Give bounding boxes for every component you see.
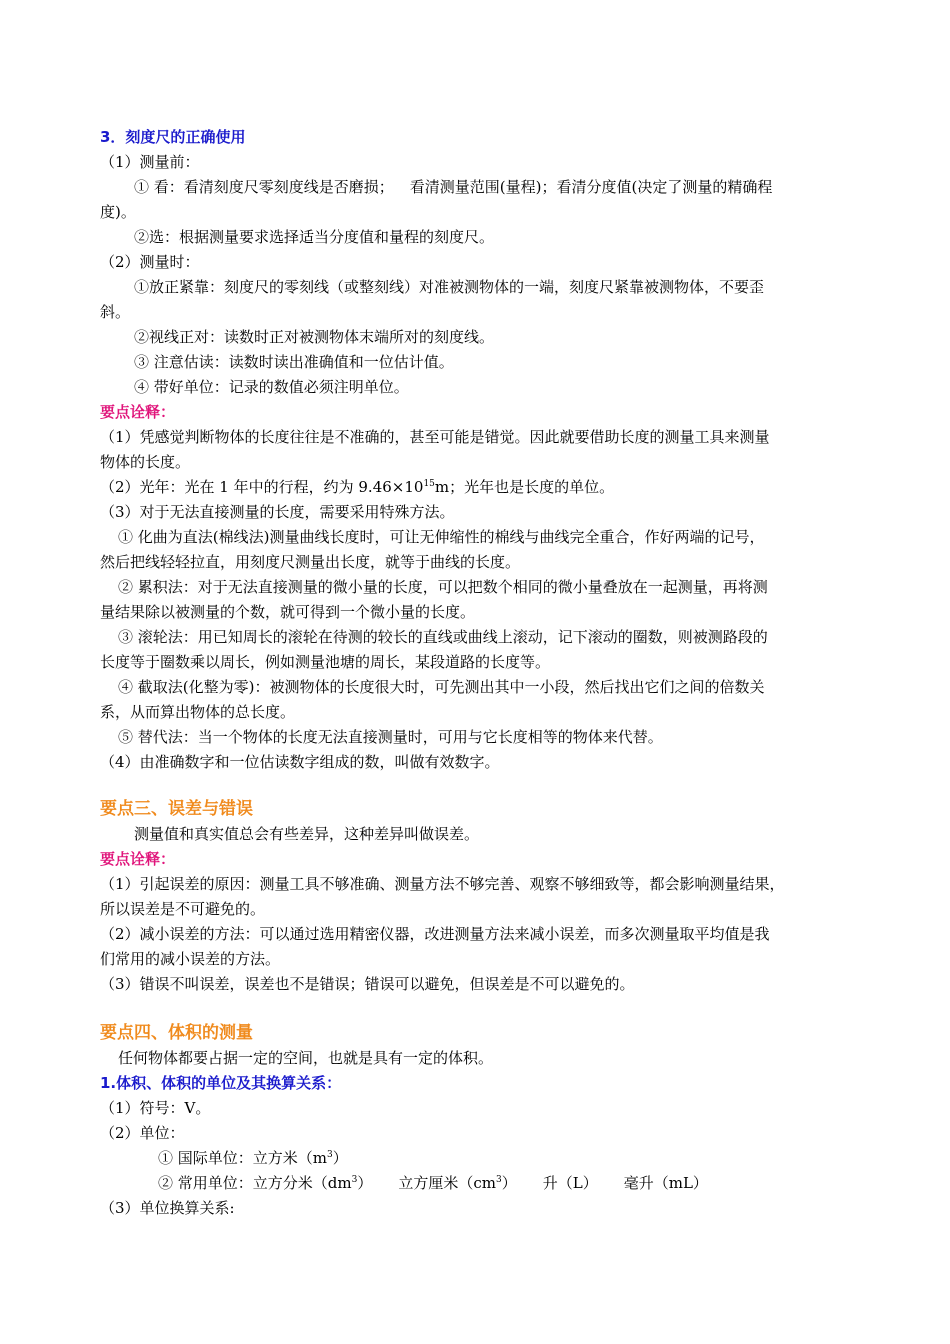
note-2-item-1a: （1）引起误差的原因：测量工具不够准确、测量方法不够完善、观察不够细致等，都会影响测量结果， bbox=[100, 875, 785, 893]
method-4a: ④ 截取法(化整为零)：被测物体的长度很大时，可先测出其中一小段，然后找出它们之间的倍数关 bbox=[118, 678, 765, 696]
unit-cm3-exponent: 3 bbox=[496, 1175, 502, 1185]
look-step-b: 看清测量范围(量程)；看清分度值(决定了测量的精确程 bbox=[409, 178, 773, 196]
note-2-item-2b: 们常用的减小误差的方法。 bbox=[100, 950, 281, 968]
unit-cm3-text-end: ） bbox=[501, 1174, 517, 1192]
si-unit-text: ① 国际单位：立方米（m bbox=[158, 1149, 327, 1167]
note-1-item-1b: 物体的长度。 bbox=[100, 453, 191, 471]
note-2-label: 要点诠释： bbox=[100, 850, 176, 868]
unit-conversion-label: （3）单位换算关系: bbox=[100, 1199, 235, 1217]
si-unit-exponent: 3 bbox=[327, 1150, 333, 1160]
point-4-intro: 任何物体都要占据一定的空间，也就是具有一定的体积。 bbox=[118, 1049, 494, 1067]
unit-dm3-text-end: ） bbox=[357, 1174, 373, 1192]
look-step bbox=[134, 175, 772, 199]
point-3-intro: 测量值和真实值总会有些差异，这种差异叫做误差。 bbox=[134, 825, 480, 843]
unit-milliliter: 毫升（mL） bbox=[623, 1174, 708, 1192]
method-1b: 然后把线轻轻拉直，用刻度尺测量出长度，就等于曲线的长度。 bbox=[100, 553, 521, 571]
note-1-item-1a: （1）凭感觉判断物体的长度往往是不准确的，甚至可能是错觉。因此就要借助长度的测量工具来测量 bbox=[100, 428, 770, 446]
light-year-text-end: m；光年也是长度的单位。 bbox=[434, 478, 615, 496]
sight-step: ②视线正对：读数时正对被测物体末端所对的刻度线。 bbox=[134, 328, 495, 346]
volume-common-units bbox=[158, 1171, 708, 1195]
si-unit-text-end: ） bbox=[332, 1149, 348, 1167]
method-3b: 长度等于圈数乘以周长，例如测量池塘的周长，某段道路的长度等。 bbox=[100, 653, 551, 671]
unit-step: ④ 带好单位：记录的数值必须注明单位。 bbox=[134, 378, 409, 396]
method-5: ⑤ 替代法：当一个物体的长度无法直接测量时，可用与它长度相等的物体来代替。 bbox=[118, 728, 663, 746]
volume-units-heading: 1.体积、体积的单位及其换算关系： bbox=[100, 1074, 342, 1092]
choose-step: ②选：根据测量要求选择适当分度值和量程的刻度尺。 bbox=[134, 228, 495, 246]
unit-dm3-exponent: 3 bbox=[351, 1175, 358, 1185]
method-1a: ① 化曲为直法(棉线法)测量曲线长度时，可让无伸缩性的棉线与曲线完全重合，作好两端的记号， bbox=[118, 528, 765, 546]
light-year-text: （2）光年：光在 1 年中的行程，约为 9.46×10 bbox=[100, 478, 424, 496]
note-2-item-2a: （2）减小误差的方法：可以通过选用精密仪器，改进测量方法来减小误差，而多次测量取平均值是我 bbox=[100, 925, 770, 943]
volume-unit-label: （2）单位： bbox=[100, 1124, 185, 1142]
section-3-heading: 3．刻度尺的正确使用 bbox=[100, 128, 246, 146]
look-step-c: 度)。 bbox=[100, 203, 136, 221]
light-year-exponent: 15 bbox=[423, 479, 435, 489]
note-2-item-3: （3）错误不叫误差，误差也不是错误；错误可以避免，但误差是不可以避免的。 bbox=[100, 975, 635, 993]
look-step-a: ① 看：看清刻度尺零刻度线是否磨损； bbox=[134, 178, 394, 196]
estimate-step: ③ 注意估读：读数时读出准确值和一位估计值。 bbox=[134, 353, 454, 371]
volume-si-unit bbox=[158, 1146, 348, 1170]
method-3a: ③ 滚轮法：用已知周长的滚轮在待测的较长的直线或曲线上滚动，记下滚动的圈数，则被测路段的 bbox=[118, 628, 768, 646]
place-step-a: ①放正紧靠：刻度尺的零刻线（或整刻线）对准被测物体的一端，刻度尺紧靠被测物体，不要歪 bbox=[134, 278, 765, 296]
method-4b: 系，从而算出物体的总长度。 bbox=[100, 703, 296, 721]
note-1-item-4: （4）由准确数字和一位估读数字组成的数，叫做有效数字。 bbox=[100, 753, 500, 771]
note-1-label: 要点诠释： bbox=[100, 403, 176, 421]
during-measure-label: （2）测量时： bbox=[100, 253, 200, 271]
point-4-heading: 要点四、体积的测量 bbox=[100, 1023, 253, 1043]
volume-symbol: （1）符号：V。 bbox=[100, 1099, 211, 1117]
unit-cm3-text: 立方厘米（cm bbox=[398, 1174, 496, 1192]
note-1-item-3: （3）对于无法直接测量的长度，需要采用特殊方法。 bbox=[100, 503, 455, 521]
method-2b: 量结果除以被测量的个数，就可得到一个微小量的长度。 bbox=[100, 603, 476, 621]
note-1-item-2 bbox=[100, 475, 614, 499]
unit-liter: 升（L） bbox=[542, 1174, 598, 1192]
common-unit-label: ② 常用单位： bbox=[158, 1174, 253, 1192]
method-2a: ② 累积法：对于无法直接测量的微小量的长度，可以把数个相同的微小量叠放在一起测量，再将测 bbox=[118, 578, 768, 596]
place-step-b: 斜。 bbox=[100, 303, 131, 321]
note-2-item-1b: 所以误差是不可避免的。 bbox=[100, 900, 266, 918]
point-3-heading: 要点三、误差与错误 bbox=[100, 799, 253, 819]
unit-dm3-text: 立方分米（dm bbox=[252, 1174, 352, 1192]
before-measure-label: （1）测量前： bbox=[100, 153, 200, 171]
